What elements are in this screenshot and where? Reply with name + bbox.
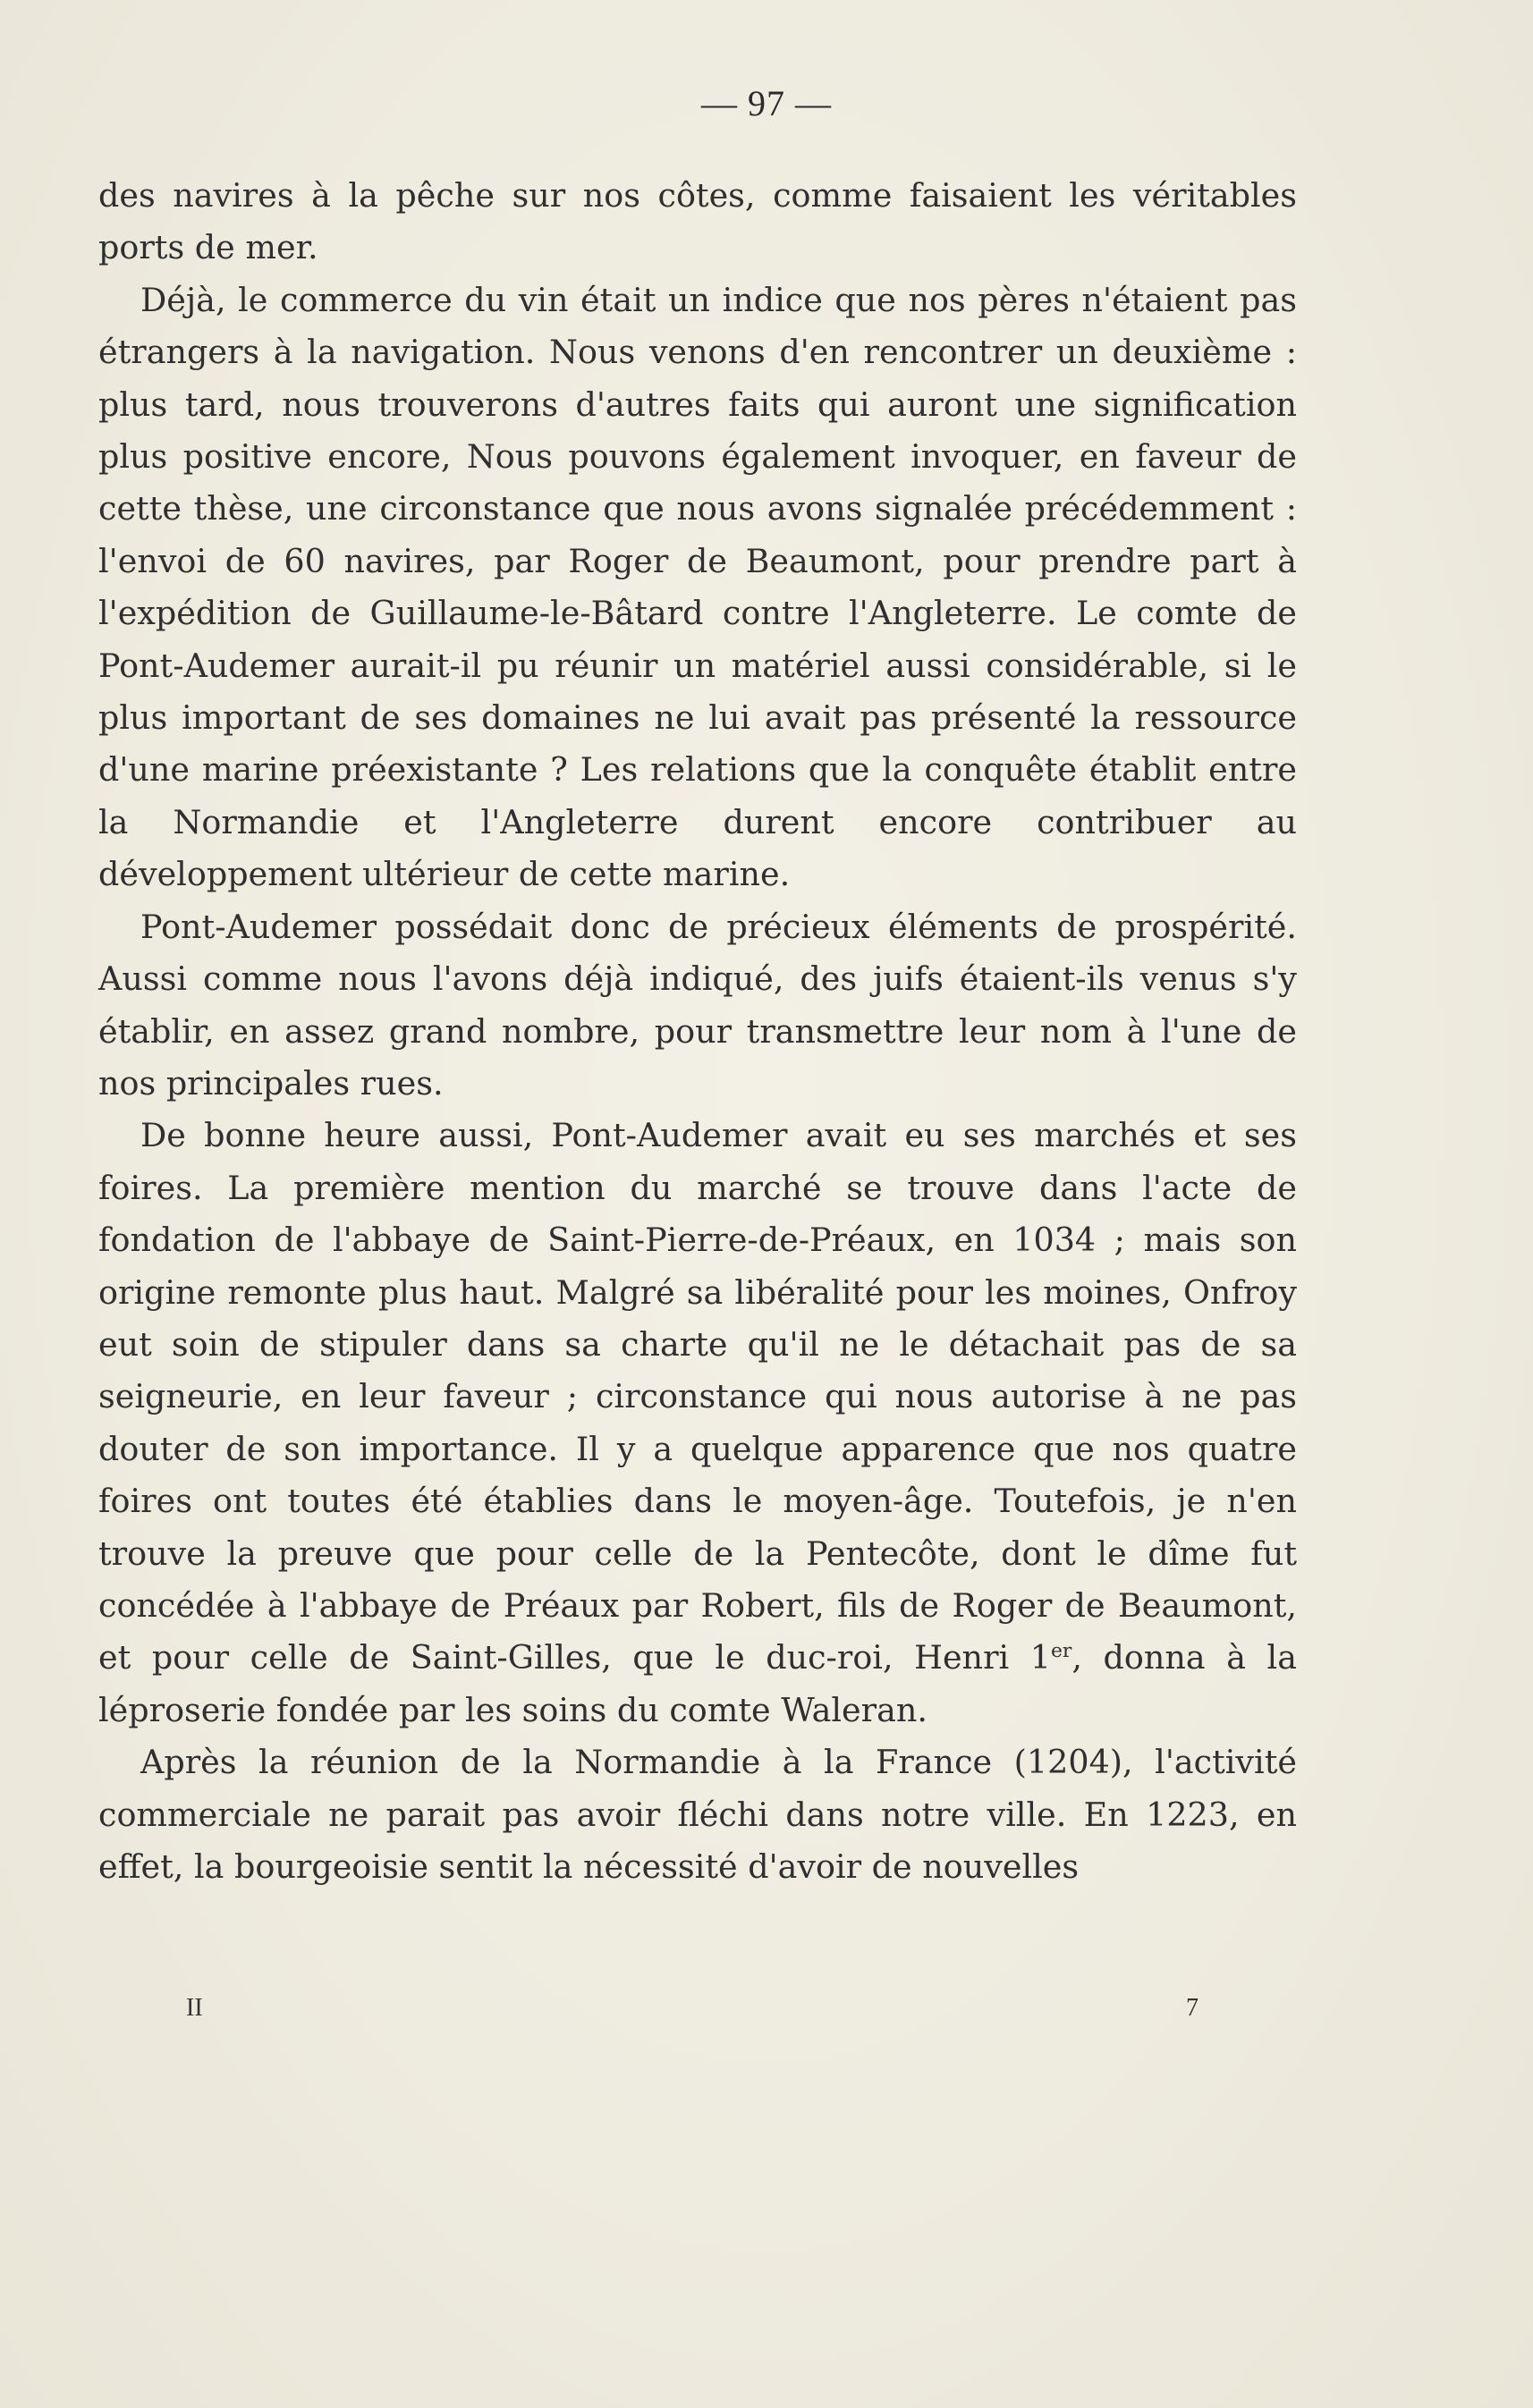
- paragraph-1: des navires à la pêche sur nos côtes, comme faisaient les véritables ports de mer.: [98, 176, 1297, 267]
- page-number-header: — 97 —: [701, 83, 832, 123]
- signature-mark-right: 7: [1186, 1994, 1198, 2022]
- signature-mark-left: II: [186, 1994, 203, 2022]
- body-text: [98, 170, 1297, 1893]
- paragraph-3: Pont-Audemer possédait donc de précieux éléments de prospérité. Aussi comme nous l'avons déjà indiqué, des juifs étaient-ils venus s'y établir, en assez grand nombre, pour transmettre leur nom à l'une de nos principales rues.: [98, 907, 1297, 1103]
- paragraph-4: [98, 1110, 1297, 1736]
- paragraph-4-text-a: De bonne heure aussi, Pont-Audemer avait eu ses marchés et ses foires. La première mention du marché se trouve dans l'acte de fondation de l'abbaye de Saint-Pierre-de-Préaux, en 1034 ; mais son origine remonte plus haut. Malgré sa libéralité pour les moines, Onfroy eut soin de stipuler dans sa charte qu'il ne le détachait pas de sa seigneurie, en leur faveur ; circonstance qui nous autorise à ne pas douter de son importance. Il y a quelque apparence que nos quatre foires ont toutes été établies dans le moyen-âge. Toutefois, je n'en trouve la preuve que pour celle de la Pentecôte, dont le dîme fut concédée à l'abbaye de Préaux par Robert, fils de Roger de Beaumont, et pour celle de Saint-Gilles, que le duc-roi, Henri 1: [98, 1116, 1297, 1677]
- paragraph-2: Déjà, le commerce du vin était un indice que nos pères n'étaient pas étrangers à la navigation. Nous venons d'en rencontrer un deuxième : plus tard, nous trouverons d'autres faits qui auront une signification plus positive encore, Nous pouvons également invoquer, en faveur de cette thèse, une circonstance que nous avons signalée précédemment : l'envoi de 60 navires, par Roger de Beaumont, pour prendre part à l'expédition de Guillaume-le-Bâtard contre l'Angleterre. Le comte de Pont-Audemer aurait-il pu réunir un matériel aussi considérable, si le plus important de ses domaines ne lui avait pas présenté la ressource d'une marine préexistante ? Les relations que la conquête établit entre la Normandie et l'Angleterre durent encore contribuer au développement ultérieur de cette marine.: [98, 280, 1297, 894]
- superscript-er: er: [1050, 1640, 1072, 1663]
- paragraph-4-text-b: , donna à la léproserie fondée par les soins du comte Waleran.: [98, 1638, 1297, 1729]
- paragraph-5: Après la réunion de la Normandie à la France (1204), l'activité commerciale ne parait pas avoir fléchi dans notre ville. En 1223, en effet, la bourgeoisie sentit la nécessité d'avoir de nouvelles: [98, 1743, 1297, 1886]
